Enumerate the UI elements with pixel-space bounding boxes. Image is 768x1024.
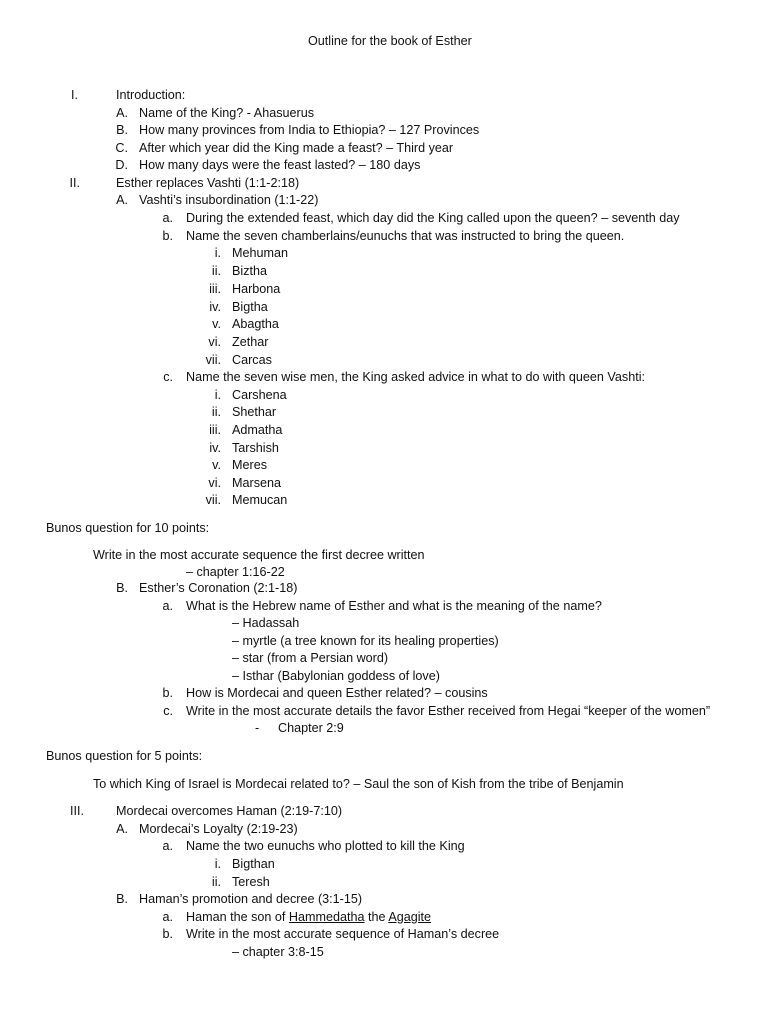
outline-item: How many days were the feast lasted? – 180 days xyxy=(139,158,421,172)
roman-numeral: v. xyxy=(212,317,221,331)
wise-man-name: Admatha xyxy=(232,423,283,437)
wise-man-name: Shethar xyxy=(232,405,277,419)
roman-numeral: i. xyxy=(214,857,221,871)
underlined-name: Hammedatha xyxy=(288,910,365,924)
wise-man-name: Tarshish xyxy=(232,441,279,455)
answer-line: – Hadassah xyxy=(232,616,300,630)
answer-line: – Isthar (Babylonian goddess of love) xyxy=(232,669,440,683)
answer-line: Chapter 2:9 xyxy=(278,721,344,735)
outline-sub-item: Name the seven chamberlains/eunuchs that was instructed to bring the queen. xyxy=(186,229,625,243)
page-title: Outline for the book of Esther xyxy=(308,34,472,48)
answer-line: – chapter 3:8-15 xyxy=(232,945,324,959)
wise-man-name: Marsena xyxy=(232,476,281,490)
answer-dash: - xyxy=(255,721,260,735)
outline-letter: A. xyxy=(116,822,128,836)
outline-letter: B. xyxy=(116,123,128,137)
bonus-question-heading: Bunos question for 5 points: xyxy=(46,749,203,763)
roman-numeral: iv. xyxy=(209,300,221,314)
chamberlain-name: Carcas xyxy=(232,353,272,367)
outline-letter: A. xyxy=(116,106,128,120)
outline-sub-item: What is the Hebrew name of Esther and what is the meaning of the name? xyxy=(186,599,602,613)
outline-sub-letter: a. xyxy=(162,211,173,225)
outline-sub-item: Write in the most accurate sequence of Haman’s decree xyxy=(186,927,500,941)
outline-numeral: II. xyxy=(69,176,80,190)
roman-numeral: vii. xyxy=(205,353,221,367)
outline-item: How many provinces from India to Ethiopia? – 127 Provinces xyxy=(139,123,480,137)
chamberlain-name: Bigtha xyxy=(232,300,268,314)
bonus-question: To which King of Israel is Mordecai related to? – Saul the son of Kish from the tribe of Benjamin xyxy=(93,777,624,791)
roman-numeral: i. xyxy=(214,246,221,260)
roman-numeral: i. xyxy=(214,388,221,402)
outline-item: Haman’s promotion and decree (3:1-15) xyxy=(139,892,363,906)
outline-sub-item xyxy=(186,911,431,924)
chamberlain-name: Harbona xyxy=(232,282,281,296)
outline-sub-letter: b. xyxy=(162,686,173,700)
wise-man-name: Carshena xyxy=(232,388,287,402)
outline-item: After which year did the King made a feast? – Third year xyxy=(139,141,454,155)
roman-numeral: iv. xyxy=(209,441,221,455)
outline-letter: A. xyxy=(116,193,128,207)
outline-sub-letter: b. xyxy=(162,927,173,941)
underlined-name: Agagite xyxy=(388,910,432,924)
roman-numeral: vi. xyxy=(208,476,221,490)
outline-numeral: I. xyxy=(71,88,78,102)
outline-letter: C. xyxy=(115,141,128,155)
outline-item: Vashti’s insubordination (1:1-22) xyxy=(139,193,319,207)
outline-item: Esther’s Coronation (2:1-18) xyxy=(139,581,298,595)
outline-sub-letter: b. xyxy=(162,229,173,243)
answer-line: – myrtle (a tree known for its healing properties) xyxy=(232,634,499,648)
chamberlain-name: Biztha xyxy=(232,264,268,278)
outline-sub-letter: c. xyxy=(163,704,173,718)
roman-numeral: vi. xyxy=(208,335,221,349)
roman-numeral: ii. xyxy=(211,405,221,419)
outline-letter: D. xyxy=(115,158,128,172)
roman-numeral: ii. xyxy=(211,875,221,889)
outline-letter: B. xyxy=(116,892,128,906)
outline-item: Name of the King? - Ahasuerus xyxy=(139,106,315,120)
eunuch-name: Teresh xyxy=(232,875,270,889)
bonus-question-heading: Bunos question for 10 points: xyxy=(46,521,210,535)
outline-sub-item: During the extended feast, which day did the King called upon the queen? – seventh day xyxy=(186,211,680,225)
answer-line: – star (from a Persian word) xyxy=(232,651,389,665)
chamberlain-name: Zethar xyxy=(232,335,269,349)
text-segment: Haman the son of xyxy=(186,910,289,924)
outline-heading: Introduction: xyxy=(116,88,186,102)
roman-numeral: iii. xyxy=(209,282,221,296)
outline-heading: Mordecai overcomes Haman (2:19-7:10) xyxy=(116,804,343,818)
chamberlain-name: Abagtha xyxy=(232,317,279,331)
eunuch-name: Bigthan xyxy=(232,857,275,871)
outline-item: Mordecai’s Loyalty (2:19-23) xyxy=(139,822,298,836)
roman-numeral: iii. xyxy=(209,423,221,437)
outline-letter: B. xyxy=(116,581,128,595)
outline-sub-letter: a. xyxy=(162,839,173,853)
bonus-question: Write in the most accurate sequence the first decree written xyxy=(93,548,425,562)
roman-numeral: ii. xyxy=(211,264,221,278)
outline-sub-item: How is Mordecai and queen Esther related? – cousins xyxy=(186,686,488,700)
outline-sub-letter: a. xyxy=(162,910,173,924)
wise-man-name: Memucan xyxy=(232,493,288,507)
roman-numeral: v. xyxy=(212,458,221,472)
outline-sub-item: Name the seven wise men, the King asked advice in what to do with queen Vashti: xyxy=(186,370,646,384)
outline-heading: Esther replaces Vashti (1:1-2:18) xyxy=(116,176,300,190)
chamberlain-name: Mehuman xyxy=(232,246,289,260)
roman-numeral: vii. xyxy=(205,493,221,507)
outline-sub-letter: c. xyxy=(163,370,173,384)
wise-man-name: Meres xyxy=(232,458,267,472)
bonus-answer: – chapter 1:16-22 xyxy=(186,565,285,579)
outline-sub-item: Name the two eunuchs who plotted to kill the King xyxy=(186,839,465,853)
text-segment: the xyxy=(364,910,389,924)
outline-sub-item: Write in the most accurate details the favor Esther received from Hegai “keeper of the women” xyxy=(186,704,711,718)
outline-numeral: III. xyxy=(70,804,84,818)
outline-sub-letter: a. xyxy=(162,599,173,613)
